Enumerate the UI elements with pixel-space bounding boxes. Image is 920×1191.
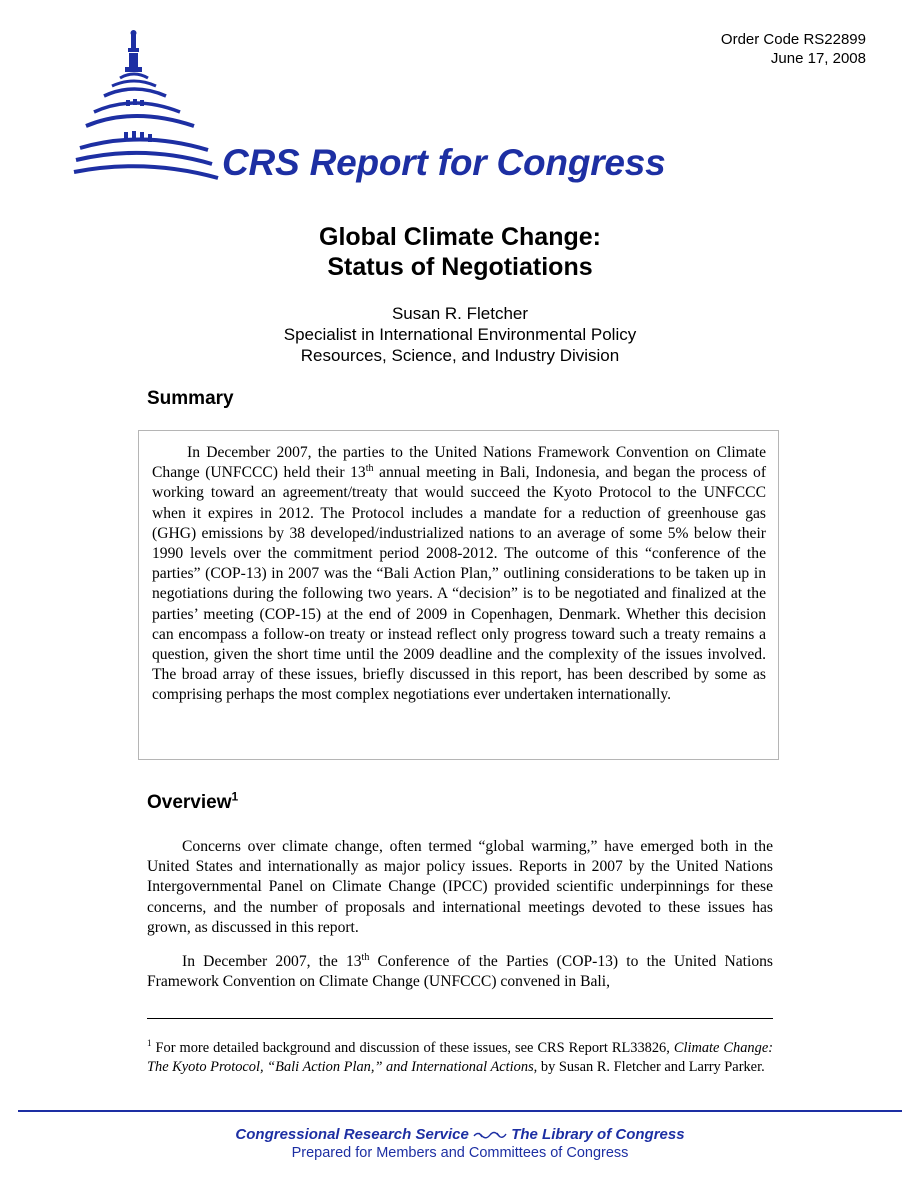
overview-p2-text-b: Conference of the Parties (COP-13) to the United Nations Framework Convention on Climate Change (UNFCCC) convened in Bali, (147, 953, 773, 991)
overview-p2-text-a: In December 2007, the 13 (182, 953, 362, 971)
footer-line-2: Prepared for Members and Committees of Congress (291, 1145, 629, 1161)
order-code: Order Code RS22899 (720, 31, 866, 48)
footnote-marker: 1 (147, 1038, 152, 1049)
summary-paragraph (152, 443, 766, 706)
author-position: Specialist in International Environmental Policy (283, 325, 637, 344)
footnote-report-title: Climate Change: The Kyoto Protocol, “Bali Action Plan,” and International Actions (147, 1040, 773, 1075)
footnote-divider (147, 1018, 773, 1019)
author-block (200, 303, 720, 366)
report-date: June 17, 2008 (770, 50, 866, 67)
summary-box (138, 430, 779, 760)
overview-p2-superscript: th (361, 951, 370, 963)
summary-heading: Summary (147, 388, 234, 409)
order-code-block (721, 30, 866, 68)
author-name: Susan R. Fletcher (391, 304, 529, 323)
overview-heading (147, 789, 239, 814)
footer (0, 1125, 920, 1163)
ornament-icon (473, 1130, 507, 1140)
summary-text-b: annual meeting in Bali, Indonesia, and began the process of working toward an agreement/treaty that would succeed the Kyoto Protocol to the UNFCCC when it expires in 2012. The Protocol includes a mandate for a reduction of greenhouse gas (GHG) emissions by 38 developed/industrialized nations to an average of some 5% below their 1990 levels over the commitment period 2008-2012. The outcome of this “conference of the parties” (COP-13) in 2007 was the “Bali Action Plan,” outlining considerations to be taken up in negotiations during the following two years. A “decision” is to be negotiated and finalized at the parties’ meeting (COP-15) at the end of 2009 in Copenhagen, Denmark. Whether this decision can encompass a follow-on treaty or instead reflect only progress toward such a treaty remains a question, given the short time until the 2009 deadline and the complexity of the issues involved. The broad array of these issues, briefly discussed in this report, has been described by some as comprising perhaps the most complex negotiations ever undertaken internationally. (152, 464, 767, 704)
summary-text-a: In December 2007, the parties to the United Nations Framework Convention on Climate Change (UNFCCC) held their 13 (152, 444, 766, 482)
overview-paragraph-1: Concerns over climate change, often termed “global warming,” have emerged both in the United States and internationally as major policy issues. Reports in 2007 by the United Nations Intergovernmental Panel on Climate Change (IPCC) provided scientific underpinnings for these concerns, and the number of proposals and international meetings devoted to these issues has grown, as discussed in this report. (147, 838, 773, 936)
brand-title: CRS Report for Congress (222, 142, 666, 183)
overview-paragraph-2 (147, 952, 773, 992)
summary-superscript: th (365, 463, 374, 475)
overview-footnote-marker: 1 (231, 789, 239, 804)
title-line-1: Global Climate Change: (319, 223, 601, 251)
footnote-text-b: , by Susan R. Fletcher and Larry Parker. (533, 1058, 765, 1075)
footer-divider (18, 1110, 902, 1112)
overview-heading-text: Overview (147, 792, 232, 813)
document-title (200, 222, 720, 282)
capitol-dome-icon (72, 26, 222, 191)
footer-loc-name: The Library of Congress (511, 1126, 685, 1143)
footer-line-1 (0, 1125, 920, 1144)
footnote-text-a: For more detailed background and discussion of these issues, see CRS Report RL33826, (151, 1040, 674, 1056)
title-line-2: Status of Negotiations (327, 253, 593, 281)
footer-crs-name: Congressional Research Service (235, 1126, 469, 1143)
author-division: Resources, Science, and Industry Division (300, 346, 620, 365)
footnote (147, 1039, 773, 1076)
overview-body (147, 837, 773, 992)
